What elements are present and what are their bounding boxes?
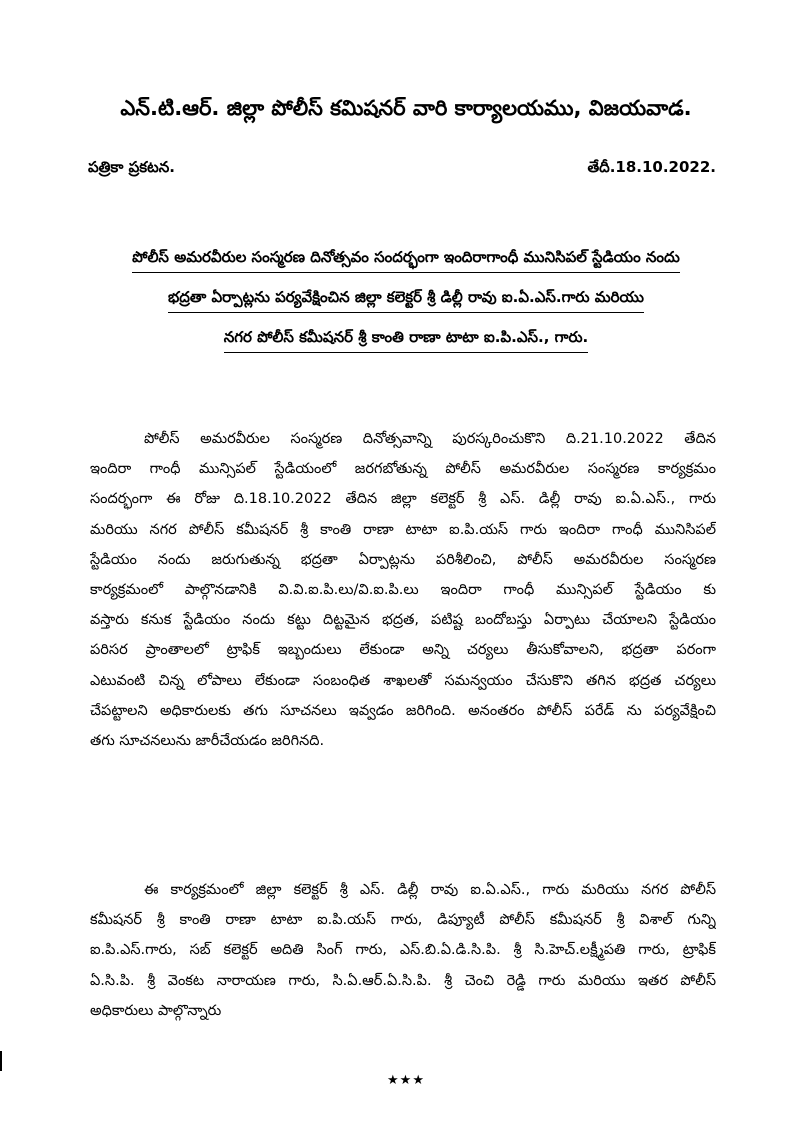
paragraph-line: వస్తారు కనుక స్టేడియం నందు కట్టు దిట్టమైన భద్రత, పటిష్ట బందోబస్తు ఏర్పాటు చేయాలని స్టేడియం bbox=[90, 612, 716, 629]
end-mark: ★★★ bbox=[387, 1073, 425, 1088]
paragraph-line: తగు సూచనలును జారీచేయడం జరిగినది. bbox=[90, 733, 325, 750]
paragraph-line: స్టేడియం నందు జరుగుతున్న భద్రతా ఏర్పాట్లను పరిశీలించి, పోలీస్ అమరవీరుల సంస్మరణ bbox=[90, 551, 716, 568]
paragraph-line: చేపట్టాలని అధికారులకు తగు సూచనలు ఇవ్వడం జరిగింది. అనంతరం పోలీస్ పరేడ్ ను పర్యవేక్షించి bbox=[90, 702, 716, 719]
paragraph-line: ఐ.పి.ఎస్.గారు, సబ్ కలెక్టర్ అదితి సింగ్ గారు, ఎస్.బి.ఏ.డి.సి.పి. శ్రీ సి.హెచ్.లక్ష్మీపతి గారు, ట్రాఫిక్ bbox=[90, 942, 716, 959]
paragraph-line: కమీషనర్ శ్రీ కాంతి రాణా టాటా ఐ.పి.యస్ గారు, డిప్యూటీ పోలీస్ కమీషనర్ శ్రీ విశాల్ గున్ని bbox=[90, 912, 716, 929]
headline-line-3 bbox=[0, 328, 812, 350]
office-heading: ఎన్.టి.ఆర్. జిల్లా పోలీస్ కమిషనర్ వారి కార్యాలయము, విజయవాడ. bbox=[120, 96, 692, 120]
body-paragraph-2 bbox=[90, 875, 716, 1026]
paragraph-line: కార్యక్రమంలో పాల్గొనడానికి వి.వి.ఐ.పి.లు/వి.ఐ.పి.లు ఇందిరా గాంధీ మున్సిపల్ స్టేడియం కు bbox=[90, 582, 716, 599]
paragraph-line: సందర్భంగా ఈ రోజు ది.18.10.2022 తేదిన జిల్లా కలెక్టర్ శ్రీ ఎస్. డిల్లీ రావు ఐ.ఏ.ఎస్., గారు bbox=[90, 491, 716, 508]
headline-line-1 bbox=[0, 248, 812, 270]
release-date: తేదీ.18.10.2022. bbox=[587, 158, 716, 176]
headline-line-2 bbox=[0, 288, 812, 310]
headline-text-2: భద్రతా ఏర్పాట్లను పర్యవేక్షించిన జిల్లా కలెక్టర్ శ్రీ డిల్లీ రావు ఐ.ఏ.ఎస్.గారు మరియు bbox=[168, 288, 644, 313]
meta-row bbox=[88, 158, 716, 180]
body-paragraph-1 bbox=[90, 424, 716, 756]
paragraph-line: ఇందిరా గాంధీ మున్సిపల్ స్టేడియంలో జరగబోతున్న పోలీస్ అమరవీరుల సంస్మరణ కార్యక్రమం bbox=[90, 461, 716, 478]
paragraph-line: పోలీస్ అమరవీరుల సంస్మరణ దినోత్సవాన్ని పురస్కరించుకొని ది.21.10.2022 తేదిన bbox=[144, 431, 716, 447]
paragraph-line: మరియు నగర పోలీస్ కమీషనర్ శ్రీ కాంతి రాణా టాటా ఐ.పి.యస్ గారు ఇందిరా గాంధీ మునిసిపల్ bbox=[90, 521, 716, 538]
headline-text-3: నగర పోలీస్ కమీషనర్ శ్రీ కాంతి రాణా టాటా ఐ.పి.ఎస్., గారు. bbox=[224, 328, 588, 353]
paragraph-line: పరిసర ప్రాంతాలలో ట్రాఫిక్ ఇబ్బందులు లేకుండా అన్ని చర్యలు తీసుకోవాలని, భద్రతా పరంగా bbox=[90, 642, 716, 659]
paragraph-line: ఎటువంటి చిన్న లోపాలు లేకుండా సంబంధిత శాఖలతో సమన్వయం చేసుకొని తగిన భద్రత చర్యలు bbox=[90, 672, 716, 689]
headline-text-1: పోలీస్ అమరవీరుల సంస్మరణ దినోత్సవం సందర్భంగా ఇందిరాగాంధీ మునిసిపల్ స్టేడియం నందు bbox=[132, 248, 680, 273]
paragraph-line: అధికారులు పాల్గొన్నారు bbox=[90, 1002, 222, 1019]
scan-edge-mark bbox=[0, 1051, 2, 1071]
paragraph-line: ఈ కార్యక్రమంలో జిల్లా కలెక్టర్ శ్రీ ఎస్. డిల్లీ రావు ఐ.ఏ.ఎస్., గారు మరియు నగర పోలీస్ bbox=[144, 882, 716, 898]
paragraph-line: ఏ.సి.పి. శ్రీ వెంకట నారాయణ గారు, సి.ఏ.ఆర్.ఏ.సి.పి. శ్రీ చెంచి రెడ్డి గారు మరియు ఇతర పోలీస్ bbox=[90, 972, 716, 989]
press-release-label: పత్రికా ప్రకటన. bbox=[88, 158, 175, 176]
